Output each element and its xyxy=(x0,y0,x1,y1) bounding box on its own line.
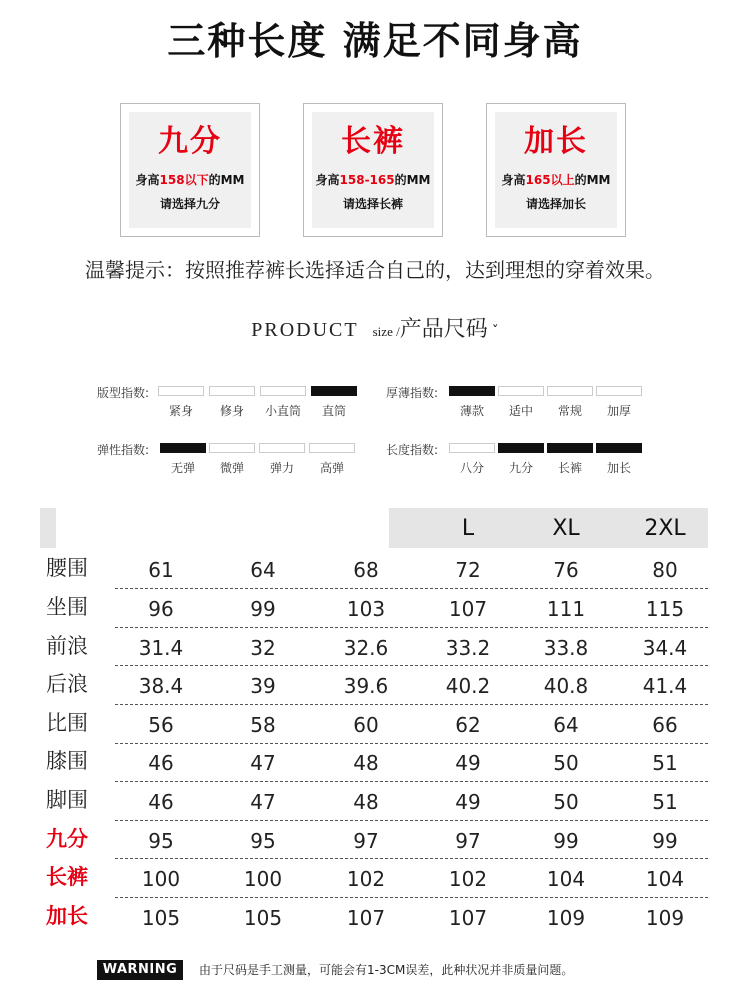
table-cell: 46 xyxy=(148,751,174,775)
table-cell: 99 xyxy=(250,597,276,621)
row-label-back-rise: 后浪 xyxy=(46,672,88,696)
index-box-eight-tenths xyxy=(449,443,495,453)
index-option: 九分 xyxy=(508,461,533,475)
table-cell: 56 xyxy=(148,713,174,737)
table-cell: 100 xyxy=(243,867,283,891)
table-cell: 47 xyxy=(250,790,276,814)
table-cell: 64 xyxy=(553,713,579,737)
table-cell: 99 xyxy=(652,829,678,853)
row-label-long-pants: 长裤 xyxy=(46,865,88,889)
table-cell: 102 xyxy=(448,867,488,891)
table-cell: 109 xyxy=(546,906,586,930)
table-cell: 50 xyxy=(553,790,579,814)
table-cell: 104 xyxy=(645,867,685,891)
card-nine-tenths xyxy=(120,103,260,237)
card-recommendation: 请选择长裤 xyxy=(342,197,403,211)
table-cell: 111 xyxy=(546,597,586,621)
index-box-small-straight xyxy=(260,386,306,396)
warning-badge: WARNING xyxy=(97,960,183,980)
table-cell: 38.4 xyxy=(138,674,184,698)
card-long-pants xyxy=(303,103,443,237)
row-divider xyxy=(115,820,708,821)
index-option: 修身 xyxy=(219,404,244,418)
row-label-extra-long: 加长 xyxy=(46,904,88,928)
index-option: 高弹 xyxy=(319,461,344,475)
table-cell: 64 xyxy=(250,558,276,582)
table-cell: 51 xyxy=(652,790,678,814)
table-cell: 62 xyxy=(455,713,481,737)
index-label: 弹性指数: xyxy=(97,443,150,457)
product-heading-en: PRODUCT xyxy=(251,319,359,341)
table-cell: 96 xyxy=(148,597,174,621)
row-divider xyxy=(115,665,708,666)
table-cell: 80 xyxy=(652,558,678,582)
table-cell: 105 xyxy=(243,906,283,930)
index-option: 直筒 xyxy=(321,404,346,418)
table-cell: 105 xyxy=(141,906,181,930)
index-box-straight xyxy=(311,386,357,396)
index-box-slim xyxy=(209,386,255,396)
table-cell: 40.8 xyxy=(543,674,589,698)
card-height-range: 身高158-165的MM xyxy=(315,173,431,187)
table-cell: 72 xyxy=(455,558,481,582)
length-cards xyxy=(120,103,640,237)
table-cell: 107 xyxy=(448,906,488,930)
table-cell: 115 xyxy=(645,597,685,621)
row-label-nine-tenths: 九分 xyxy=(46,827,88,851)
index-box-thick xyxy=(596,386,642,396)
table-cell: 76 xyxy=(553,558,579,582)
table-cell: 34.4 xyxy=(642,636,688,660)
index-option: 小直筒 xyxy=(264,404,301,418)
table-cell: 99 xyxy=(553,829,579,853)
row-divider xyxy=(115,781,708,782)
table-cell: 107 xyxy=(346,906,386,930)
table-cell: 50 xyxy=(553,751,579,775)
warning-text: 由于尺码是手工测量，可能会有1-3CM误差，此种状况并非质量问题。 xyxy=(199,963,574,977)
table-cell: 48 xyxy=(353,751,379,775)
table-cell: 49 xyxy=(455,790,481,814)
index-box-tight xyxy=(158,386,204,396)
row-label-thigh: 比围 xyxy=(46,711,88,735)
table-cell: 104 xyxy=(546,867,586,891)
header-size-2xl: 2XL xyxy=(644,516,686,541)
table-cell: 48 xyxy=(353,790,379,814)
row-label-hip: 坐围 xyxy=(46,595,88,619)
table-cell: 60 xyxy=(353,713,379,737)
index-box-high-stretch xyxy=(309,443,355,453)
chevron-down-icon: ˇ xyxy=(491,324,499,340)
table-cell: 33.2 xyxy=(445,636,491,660)
table-cell: 61 xyxy=(148,558,174,582)
index-option: 适中 xyxy=(508,404,533,418)
table-cell: 46 xyxy=(148,790,174,814)
table-cell: 32.6 xyxy=(343,636,389,660)
index-box-no-stretch xyxy=(160,443,206,453)
index-box-slight-stretch xyxy=(209,443,255,453)
row-label-leg-opening: 脚围 xyxy=(46,788,88,812)
table-cell: 95 xyxy=(250,829,276,853)
row-divider xyxy=(115,743,708,744)
card-height-range: 身高165以上的MM xyxy=(501,173,611,187)
table-cell: 102 xyxy=(346,867,386,891)
table-cell: 68 xyxy=(353,558,379,582)
page-title: 三种长度 满足不同身高 xyxy=(167,19,583,63)
index-option: 八分 xyxy=(459,461,484,475)
table-cell: 39.6 xyxy=(343,674,389,698)
index-box-extra-long xyxy=(596,443,642,453)
card-title: 长裤 xyxy=(341,124,405,159)
index-option: 微弹 xyxy=(219,461,244,475)
product-size-heading xyxy=(0,312,750,343)
product-heading-size: size / xyxy=(372,324,400,339)
index-box-long xyxy=(547,443,593,453)
index-label: 长度指数: xyxy=(386,443,439,457)
index-box-nine-tenths xyxy=(498,443,544,453)
card-recommendation: 请选择九分 xyxy=(159,197,220,211)
index-label: 厚薄指数: xyxy=(386,386,439,400)
tip-text: 温馨提示：按照推荐裤长选择适合自己的，达到理想的穿着效果。 xyxy=(85,258,665,282)
table-cell: 95 xyxy=(148,829,174,853)
table-cell: 39 xyxy=(250,674,276,698)
card-title: 九分 xyxy=(158,124,222,159)
row-divider xyxy=(115,897,708,898)
table-cell: 97 xyxy=(353,829,379,853)
product-heading-cn: 产品尺码 xyxy=(399,317,488,342)
card-title: 加长 xyxy=(524,124,588,159)
index-option: 加长 xyxy=(606,461,631,475)
table-cell: 58 xyxy=(250,713,276,737)
table-cell: 97 xyxy=(455,829,481,853)
index-option: 薄款 xyxy=(459,404,484,418)
table-cell: 109 xyxy=(645,906,685,930)
table-cell: 49 xyxy=(455,751,481,775)
index-option: 长裤 xyxy=(557,461,582,475)
row-label-waist: 腰围 xyxy=(46,556,88,580)
table-cell: 51 xyxy=(652,751,678,775)
table-cell: 40.2 xyxy=(445,674,491,698)
table-cell: 107 xyxy=(448,597,488,621)
table-header-block xyxy=(40,508,56,548)
header-size-l: L xyxy=(461,516,475,541)
table-cell: 66 xyxy=(652,713,678,737)
index-option: 紧身 xyxy=(168,404,193,418)
index-option: 弹力 xyxy=(269,461,294,475)
index-label: 版型指数: xyxy=(97,386,150,400)
index-box-stretch xyxy=(259,443,305,453)
table-cell: 33.8 xyxy=(543,636,589,660)
index-option: 常规 xyxy=(557,404,582,418)
row-divider xyxy=(115,858,708,859)
index-box-medium xyxy=(498,386,544,396)
table-cell: 47 xyxy=(250,751,276,775)
row-divider xyxy=(115,627,708,628)
row-label-knee: 膝围 xyxy=(46,749,88,773)
table-cell: 41.4 xyxy=(642,674,688,698)
table-cell: 32 xyxy=(250,636,276,660)
row-divider xyxy=(115,704,708,705)
row-label-front-rise: 前浪 xyxy=(46,634,88,658)
index-option: 加厚 xyxy=(606,404,631,418)
index-box-regular xyxy=(547,386,593,396)
index-option: 无弹 xyxy=(170,461,195,475)
card-recommendation: 请选择加长 xyxy=(525,197,586,211)
row-divider xyxy=(115,588,708,589)
table-cell: 103 xyxy=(346,597,386,621)
table-cell: 31.4 xyxy=(138,636,184,660)
card-extra-long xyxy=(486,103,626,237)
index-box-thin xyxy=(449,386,495,396)
table-cell: 100 xyxy=(141,867,181,891)
header-size-xl: XL xyxy=(552,516,580,541)
card-height-range: 身高158以下的MM xyxy=(135,173,245,187)
